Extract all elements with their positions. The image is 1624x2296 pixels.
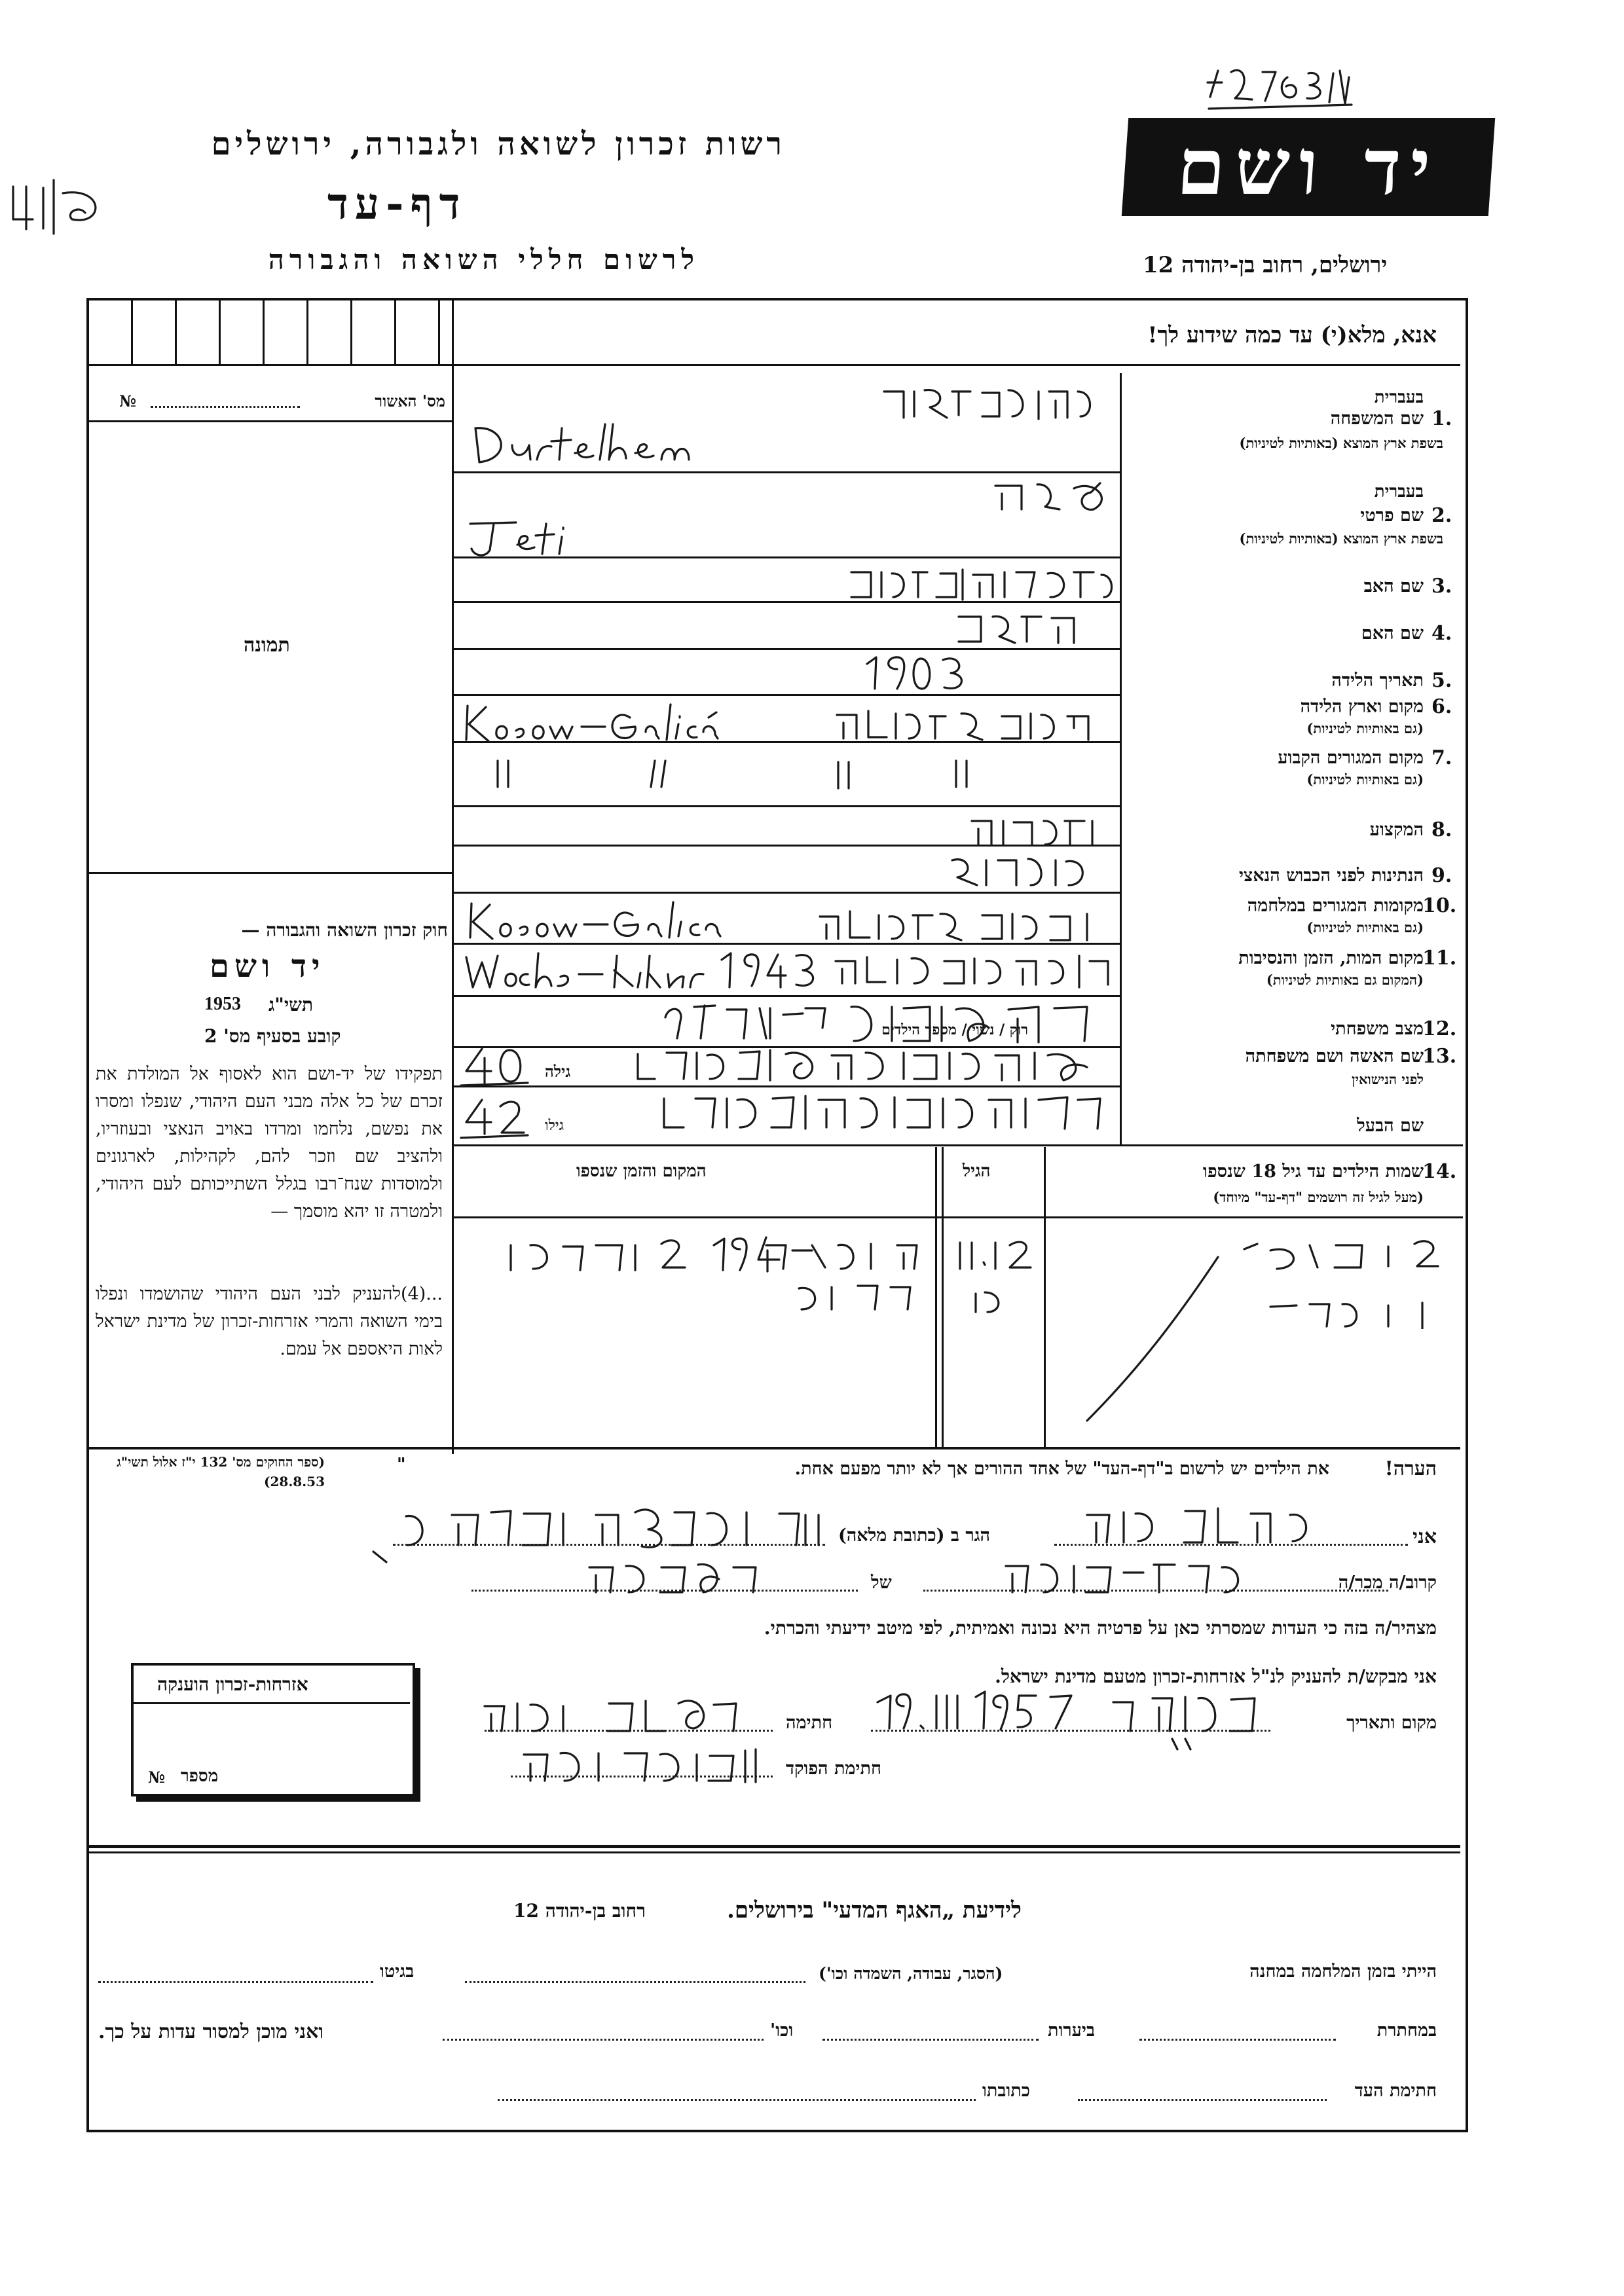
field-num-1: 1. — [1431, 407, 1452, 430]
approval-no: № — [119, 392, 137, 410]
footer-ghetto-dots — [98, 1981, 373, 1983]
field-label-9: הנתינות לפני הכבוש הנאצי — [1238, 866, 1424, 886]
age-label-wife: גילה — [545, 1062, 571, 1081]
law-body: תפקידו של יד-ושם הוא לאסוף אל המולדת את זכרם של כל אלה מבני העם היהודי, שנפלו ומסרו את נפשם, נלחמו ומרדו באויב הנאצי ובעוזריו, ולהציב שם וזכר להם, לקהילות, לארגונים ולמוסדות שנח־רבו בגלל השתייכותם לעם היהודי, ולמטרה זו יהא מוסמך — — [96, 1064, 443, 1222]
law-title: חוק זכרון השואה והגבורה — — [241, 919, 448, 941]
footer-forests-label: ביערות — [1048, 2020, 1096, 2041]
field-num-12: 12. — [1422, 1017, 1457, 1040]
footer-was-label: הייתי בזמן המלחמה במחנה — [1249, 1961, 1437, 1982]
footer-camp-dots — [465, 1981, 805, 1983]
law-ref: (ספר החוקים מס' 132 י"ז אלול תשי"ג 28.8.53) — [117, 1454, 325, 1489]
law-quote-mark: " — [397, 1455, 406, 1474]
decl-place-date-dots — [871, 1730, 1270, 1732]
left-column-divider — [452, 301, 454, 1454]
field-label-5: תאריך הלידה — [1331, 670, 1424, 691]
margin-note-handwritten — [7, 173, 111, 236]
field-label-1: שם המשפחה — [1330, 409, 1424, 429]
children-header-line — [452, 1216, 1463, 1218]
field-label-6: מקום וארץ הלידה — [1300, 697, 1424, 717]
field-sub-2: בשפת ארץ המוצא (באותיות לטיניות) — [1239, 530, 1443, 547]
field-num-7: 7. — [1431, 746, 1452, 769]
footer-underground-dots — [1139, 2039, 1336, 2041]
field-num-10: 10. — [1422, 894, 1457, 917]
children-label: שמות הילדים עד גיל 18 שנספו — [1203, 1161, 1424, 1182]
hebrew-tag-2: בעברית — [1374, 482, 1424, 501]
field-num-13: 13. — [1422, 1045, 1457, 1068]
children-col-place: המקום והזמן שנספו — [576, 1161, 707, 1181]
law-year: 1953 — [204, 994, 241, 1014]
row-line-11 — [452, 995, 1120, 997]
citizenship-box-divider — [134, 1702, 410, 1704]
footer-underground-label: במחתרת — [1376, 2020, 1437, 2041]
field-num-9: 9. — [1431, 864, 1452, 887]
footer-etc-label: וכו' — [770, 2020, 794, 2041]
tick-strip-bottom — [89, 364, 1460, 366]
field-label-12: מצב משפחתי — [1331, 1019, 1424, 1039]
row-line-14 — [452, 1144, 1463, 1146]
age-label-husband: גילו — [545, 1117, 564, 1134]
footer-etc-dots — [443, 2039, 764, 2041]
law-year-heb: תשי"ג — [268, 994, 314, 1015]
children-num: 14. — [1422, 1160, 1457, 1183]
decl-name-dots — [1054, 1544, 1408, 1546]
footer-ghetto-label: בגיטו — [380, 1961, 415, 1982]
address-line: ירושלים, רחוב בן-יהודה 12 — [1143, 252, 1388, 278]
row-line-2 — [452, 556, 1120, 558]
approval-dots — [151, 406, 300, 408]
field-num-5: 5. — [1431, 669, 1452, 692]
decl-relative-label: קרוב/ה מכר/ה — [1338, 1573, 1437, 1593]
decl-declare: מצהיר/ה בזה כי העדות שמסרתי כאן על פרטיה היא נכונה ואמיתית, לפי מיטב ידיעתי והכרתי. — [764, 1617, 1437, 1639]
field-sub-11: (המקום גם באותיות לטיניות) — [1266, 972, 1424, 988]
logo-text: יד ושם — [1174, 121, 1443, 212]
footer-separator-2 — [89, 1851, 1460, 1853]
footer-forests-dots — [822, 2039, 1039, 2041]
row-line-7 — [452, 805, 1120, 807]
field-sub-13: לפני הנישואין — [1352, 1071, 1424, 1087]
note-label: הערה! — [1384, 1457, 1437, 1480]
row-line-6 — [452, 741, 1120, 743]
field-label-3: שם האב — [1363, 576, 1424, 596]
note-text: את הילדים יש לרשום ב"דף-העד" של אחד ההורים אך לא יותר מפעם אחת. — [794, 1459, 1329, 1479]
photo-label: תמונה — [244, 634, 290, 657]
field-label-8: המקצוע — [1369, 820, 1424, 840]
field-label-4: שם האם — [1361, 623, 1424, 644]
intro-text: אנא, מלא(י) עד כמה שידוע לך! — [1147, 322, 1437, 348]
field-sub-10: (גם באותיות לטיניות) — [1306, 919, 1424, 936]
footer-address: רחוב בן-יהודה 12 — [513, 1900, 646, 1922]
decl-signature-label: חתימה — [786, 1713, 833, 1733]
decl-request: אני מבקש/ת להעניק לנ"ל אזרחות-זכרון מטעם מדינת ישראל. — [995, 1666, 1437, 1687]
form-subtitle: לרשום חללי השואה והגבורה — [268, 244, 699, 276]
row-line-10 — [452, 943, 1120, 945]
footer-separator-1 — [89, 1845, 1460, 1848]
row-line-4 — [452, 648, 1120, 650]
form-title: דף-עד — [327, 178, 467, 229]
decl-address-dots — [393, 1544, 825, 1546]
footer-was-options: (הסגר, עבודה, השמדה וכו') — [819, 1964, 1003, 1983]
field-num-2: 2. — [1431, 504, 1452, 527]
approval-underline — [89, 420, 452, 422]
decl-i-label: אני — [1412, 1525, 1437, 1548]
row-line-5 — [452, 694, 1120, 696]
footer-address-dots — [498, 2099, 976, 2101]
children-col-age: הגיל — [963, 1161, 991, 1181]
label-column-divider — [1120, 373, 1122, 1146]
decl-officer-label: חתימת הפוקד — [786, 1758, 881, 1779]
org-line: רשות זכרון לשואה ולגבורה, ירושלים — [211, 126, 786, 162]
field-label-11: מקום המות, הזמן והנסיבות — [1238, 948, 1424, 968]
row-line-12 — [452, 1046, 1120, 1048]
decl-of-dots — [471, 1590, 858, 1592]
law-clause: קובע בסעיף מס' 2 — [204, 1025, 341, 1047]
footer-witness-sig: חתימת העד — [1354, 2081, 1437, 2101]
field-num-4: 4. — [1431, 622, 1452, 645]
footer-address-label: כתובתו — [982, 2081, 1030, 2101]
field-label-husband: שם הבעל — [1357, 1116, 1424, 1136]
children-divider-2 — [935, 1147, 937, 1447]
field-num-8: 8. — [1431, 818, 1452, 841]
approval-label: מס' האשור — [375, 392, 445, 410]
row-line-3 — [452, 601, 1120, 603]
tick-strip — [89, 301, 452, 366]
yad-vashem-logo — [1122, 118, 1495, 216]
row-line-15 — [89, 872, 452, 874]
footer-witness-dots — [1078, 2099, 1327, 2101]
hebrew-tag-1: בעברית — [1374, 388, 1424, 407]
field-sub-6: (גם באותיות לטיניות) — [1306, 720, 1424, 737]
law-name: יד ושם — [210, 948, 325, 985]
children-sub: (מעל לגיל זה רושמים "דף-עד" מיוחד) — [1213, 1189, 1424, 1205]
footer-title: לידיעת „האגף המדעי" בירושלים. — [727, 1897, 1022, 1923]
citizenship-no-label: № — [148, 1768, 166, 1787]
children-divider-3 — [942, 1147, 944, 1447]
children-bottom-line — [89, 1447, 1460, 1449]
decl-officer-dots — [511, 1776, 773, 1777]
field-label-7: מקום המגורים הקבוע — [1278, 748, 1424, 768]
law-item4: ...(4)להעניק לבני העם היהודי שהושמדו ונפלו בימי השואה והמרי אזרחות-זכרון של מדינת ישראל לאות היאספם אל עמם. — [96, 1284, 443, 1359]
field-label-13: שם האשה ושם משפחתה — [1245, 1046, 1424, 1066]
field-label-2: שם פרטי — [1360, 505, 1424, 526]
decl-relative-dots — [923, 1590, 1388, 1592]
children-divider-1 — [1044, 1147, 1046, 1447]
row-line-1 — [452, 471, 1120, 473]
field-num-11: 11. — [1422, 947, 1457, 970]
decl-resident-label: הגר ב (כתובת מלאה) — [838, 1525, 991, 1546]
decl-place-date-label: מקום ותאריך — [1346, 1713, 1437, 1733]
citizenship-num-label: מספר — [181, 1766, 219, 1786]
field-12-printed: רוק / נשוי / מספר הילדים — [881, 1021, 1028, 1038]
archive-number-handwritten — [1205, 58, 1356, 117]
decl-signature-dots — [485, 1730, 773, 1732]
row-line-8 — [452, 845, 1120, 847]
field-num-6: 6. — [1431, 695, 1452, 718]
field-label-10: מקומות המגורים במלחמה — [1247, 896, 1424, 916]
field-sub-1: בשפת ארץ המוצא (באותיות לטיניות) — [1239, 435, 1443, 451]
decl-of-label: של — [871, 1573, 892, 1593]
field-sub-7: (גם באותיות לטיניות) — [1306, 771, 1424, 788]
field-num-3: 3. — [1431, 575, 1452, 598]
footer-willing: ואני מוכן למסור עדות על כך. — [98, 2020, 324, 2043]
row-line-9 — [452, 892, 1120, 894]
row-line-13 — [452, 1085, 1120, 1087]
citizenship-title: אזרחות-זכרון הוענקה — [157, 1673, 308, 1695]
